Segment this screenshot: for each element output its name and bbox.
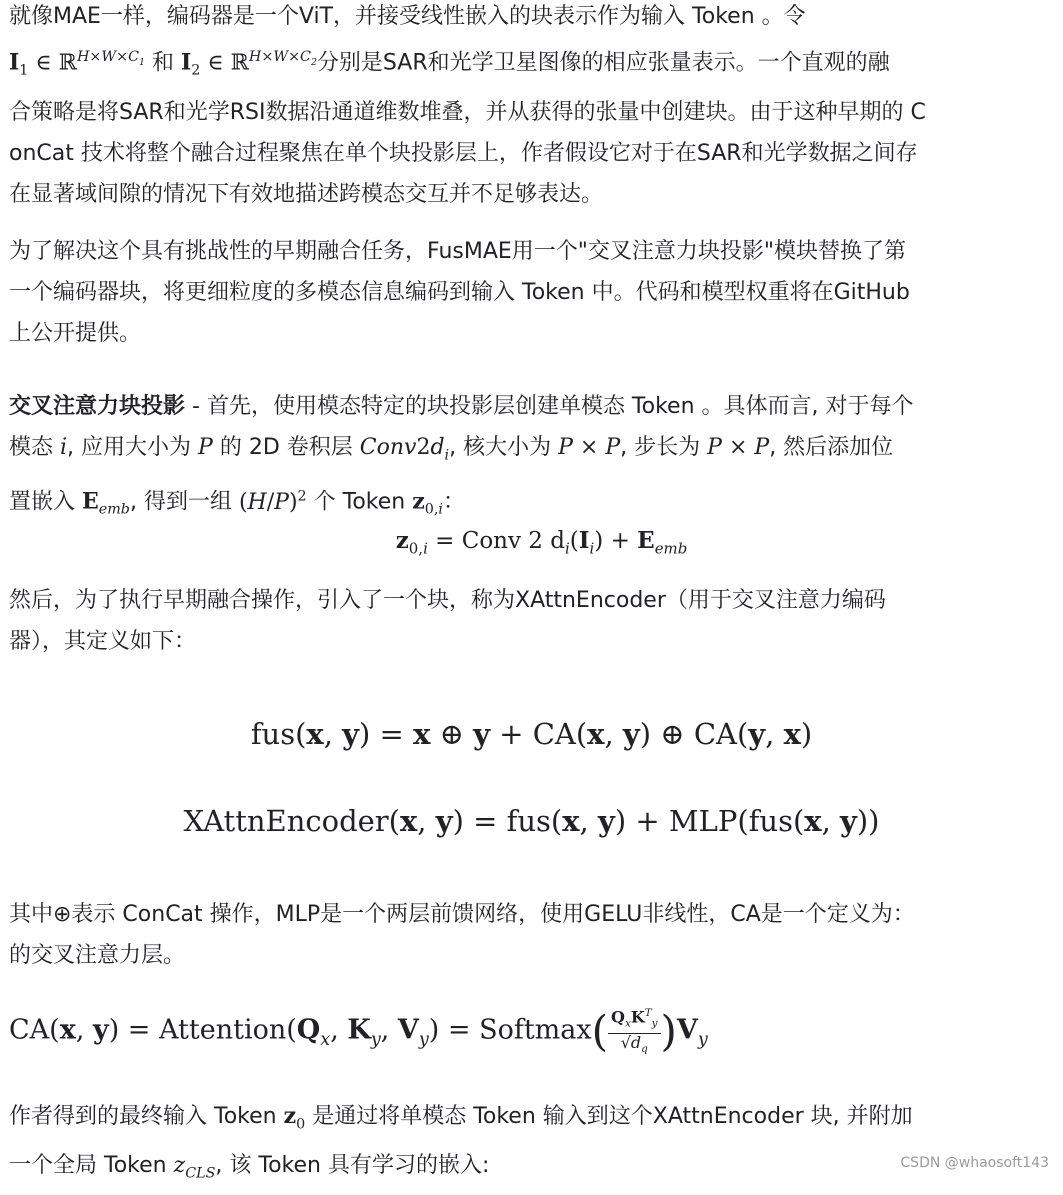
math-z0: z [283,1103,297,1129]
paragraph-xattn-intro [9,580,1053,662]
text-span: 的 2D 卷积层 [212,435,360,460]
math-z0i: z [412,488,425,515]
text-span: 置嵌入 [9,489,82,515]
text-span: , 核大小为 [449,435,559,460]
math-kernel: P [558,435,573,460]
text-span: 个 Token [306,489,413,515]
text-span: 模态 [9,435,60,460]
text-span: , 然后添加位 [769,435,894,460]
text-line-formula: 模态 i, 应用大小为 P 的 2D 卷积层 $Conv2d_i$, 核大小为 P × P, 步长为 P × P, 然后添加位 [9,435,894,464]
text-line-formula: 置嵌入 $E_{emb}$, 得到一组 $(H/P)^2$ 个 Token $z_{0,i}$： [9,488,465,519]
text-line: 为了解决这个具有挑战性的早期融合任务，FusMAE用一个"交叉注意力块投影"模块替换了第 [9,239,907,264]
text-span: 一个全局 Token [9,1153,174,1179]
text-span: 是通过将单模态 Token 输入到这个XAttnEncoder 块, 并附加 [305,1104,913,1129]
math-p: P [198,435,213,460]
paragraph-intro [9,0,1053,215]
text-line: 在显著域间隙的情况下有效地描述跨模态交互并不足够表达。 [9,181,604,207]
math-e-emb: E [82,488,99,515]
text-line: 上公开提供。 [9,321,142,346]
equation-xattn-encoder: XAttnEncoder(x, y) = fus(x, y) + MLP(fus(x, y)) [183,804,880,838]
text-tail: 分别是SAR和光学卫星图像的相应张量表示。一个直观的融 [316,50,890,76]
text-line-formula: 作者得到的最终输入 Token $z_0$ 是通过将单模态 Token 输入到这个XAttnEncoder 块, 并附加 [9,1103,913,1133]
math-i1: I [9,49,20,76]
paragraph-definitions [9,894,1053,976]
text-line: 一个编码器块，将更细粒度的多模态信息编码到输入 Token 中。代码和模型权重将在GitHub [9,280,910,305]
watermark: CSDN @whaosoft143 [900,1155,1049,1171]
text-line: 器），其定义如下： [9,629,197,654]
text-span: , 步长为 [620,435,708,460]
math-conv2d: Conv [359,435,417,460]
text-and: 和 [151,50,174,76]
text-line [9,386,1053,427]
math-z-cls: $z_{CLS}$ [173,1153,216,1182]
paragraph-cross-attention [9,386,1053,531]
text-span: , 该 Token 具有学习的嵌入: [215,1153,490,1179]
text-line-formula [9,1145,1053,1194]
equation-conv-embedding: $z_{0,i}$ = Conv 2 $d_i(I_i) + E_{emb}$ [395,527,688,558]
text-line: 合策略是将SAR和光学RSI数据沿通道维数堆叠，并从获得的张量中创建块。由于这种早期的 C [9,99,926,125]
paragraph-final-tokens [9,1096,1053,1195]
math-i2: I [180,49,192,76]
text-line: 然后，为了执行早期融合操作，引入了一个块，称为XAttnEncoder（用于交叉注意力编码 [9,588,886,613]
equation-fus: fus(x, y) = x ⊕ y + CA(x, y) ⊕ CA(y, x) [250,717,813,751]
text-span: - 首先，使用模态特定的块投影层创建单模态 Token 。具体而言, 对于每个 [185,394,914,419]
math-i: i [60,435,68,460]
fraction-qk-over-sqrt-d: $\frac{Q_xK^T_y}{√d_q}$ [608,1004,661,1058]
text-span: ： [442,489,465,515]
math-stride: P [707,435,722,460]
text-span: , 应用大小为 [67,435,199,460]
section-heading: 交叉注意力块投影 [9,394,186,419]
text-line: onCat 技术将整个融合过程聚焦在单个块投影层上，作者假设它对于在SAR和光学数据之间存 [9,140,918,166]
math-hp2: $(H/P)^2$ [238,488,307,515]
text-line: 就像MAE一样，编码器是一个ViT，并接受线性嵌入的块表示作为输入 Token 。令 [9,4,806,29]
text-line: 其中⊕表示 ConCat 操作，MLP是一个两层前馈网络，使用GELU非线性，CA是一个定义为： [9,902,915,927]
paragraph-motivation [9,231,1053,354]
equation-cross-attention: CA(x, $y) = Attention(Q_x$, $K_y$, $V_y$) = Softmax( $\frac{Q_xK^T_y}{√d_q}$ )$V_y$ [9,1004,708,1058]
text-line-formula: $I_1$ ∈ ℝ$^{H\times W\times C_1}$ 和 $I_2$ ∈ ℝ$^{H\times W\times C_2}$分别是SAR和光学卫星图像的相应张量表示。一个直观的融 [9,49,890,79]
text-span: , 得到一组 [129,489,239,515]
text-span: 作者得到的最终输入 Token [9,1104,284,1129]
text-line: 的交叉注意力层。 [9,943,186,968]
